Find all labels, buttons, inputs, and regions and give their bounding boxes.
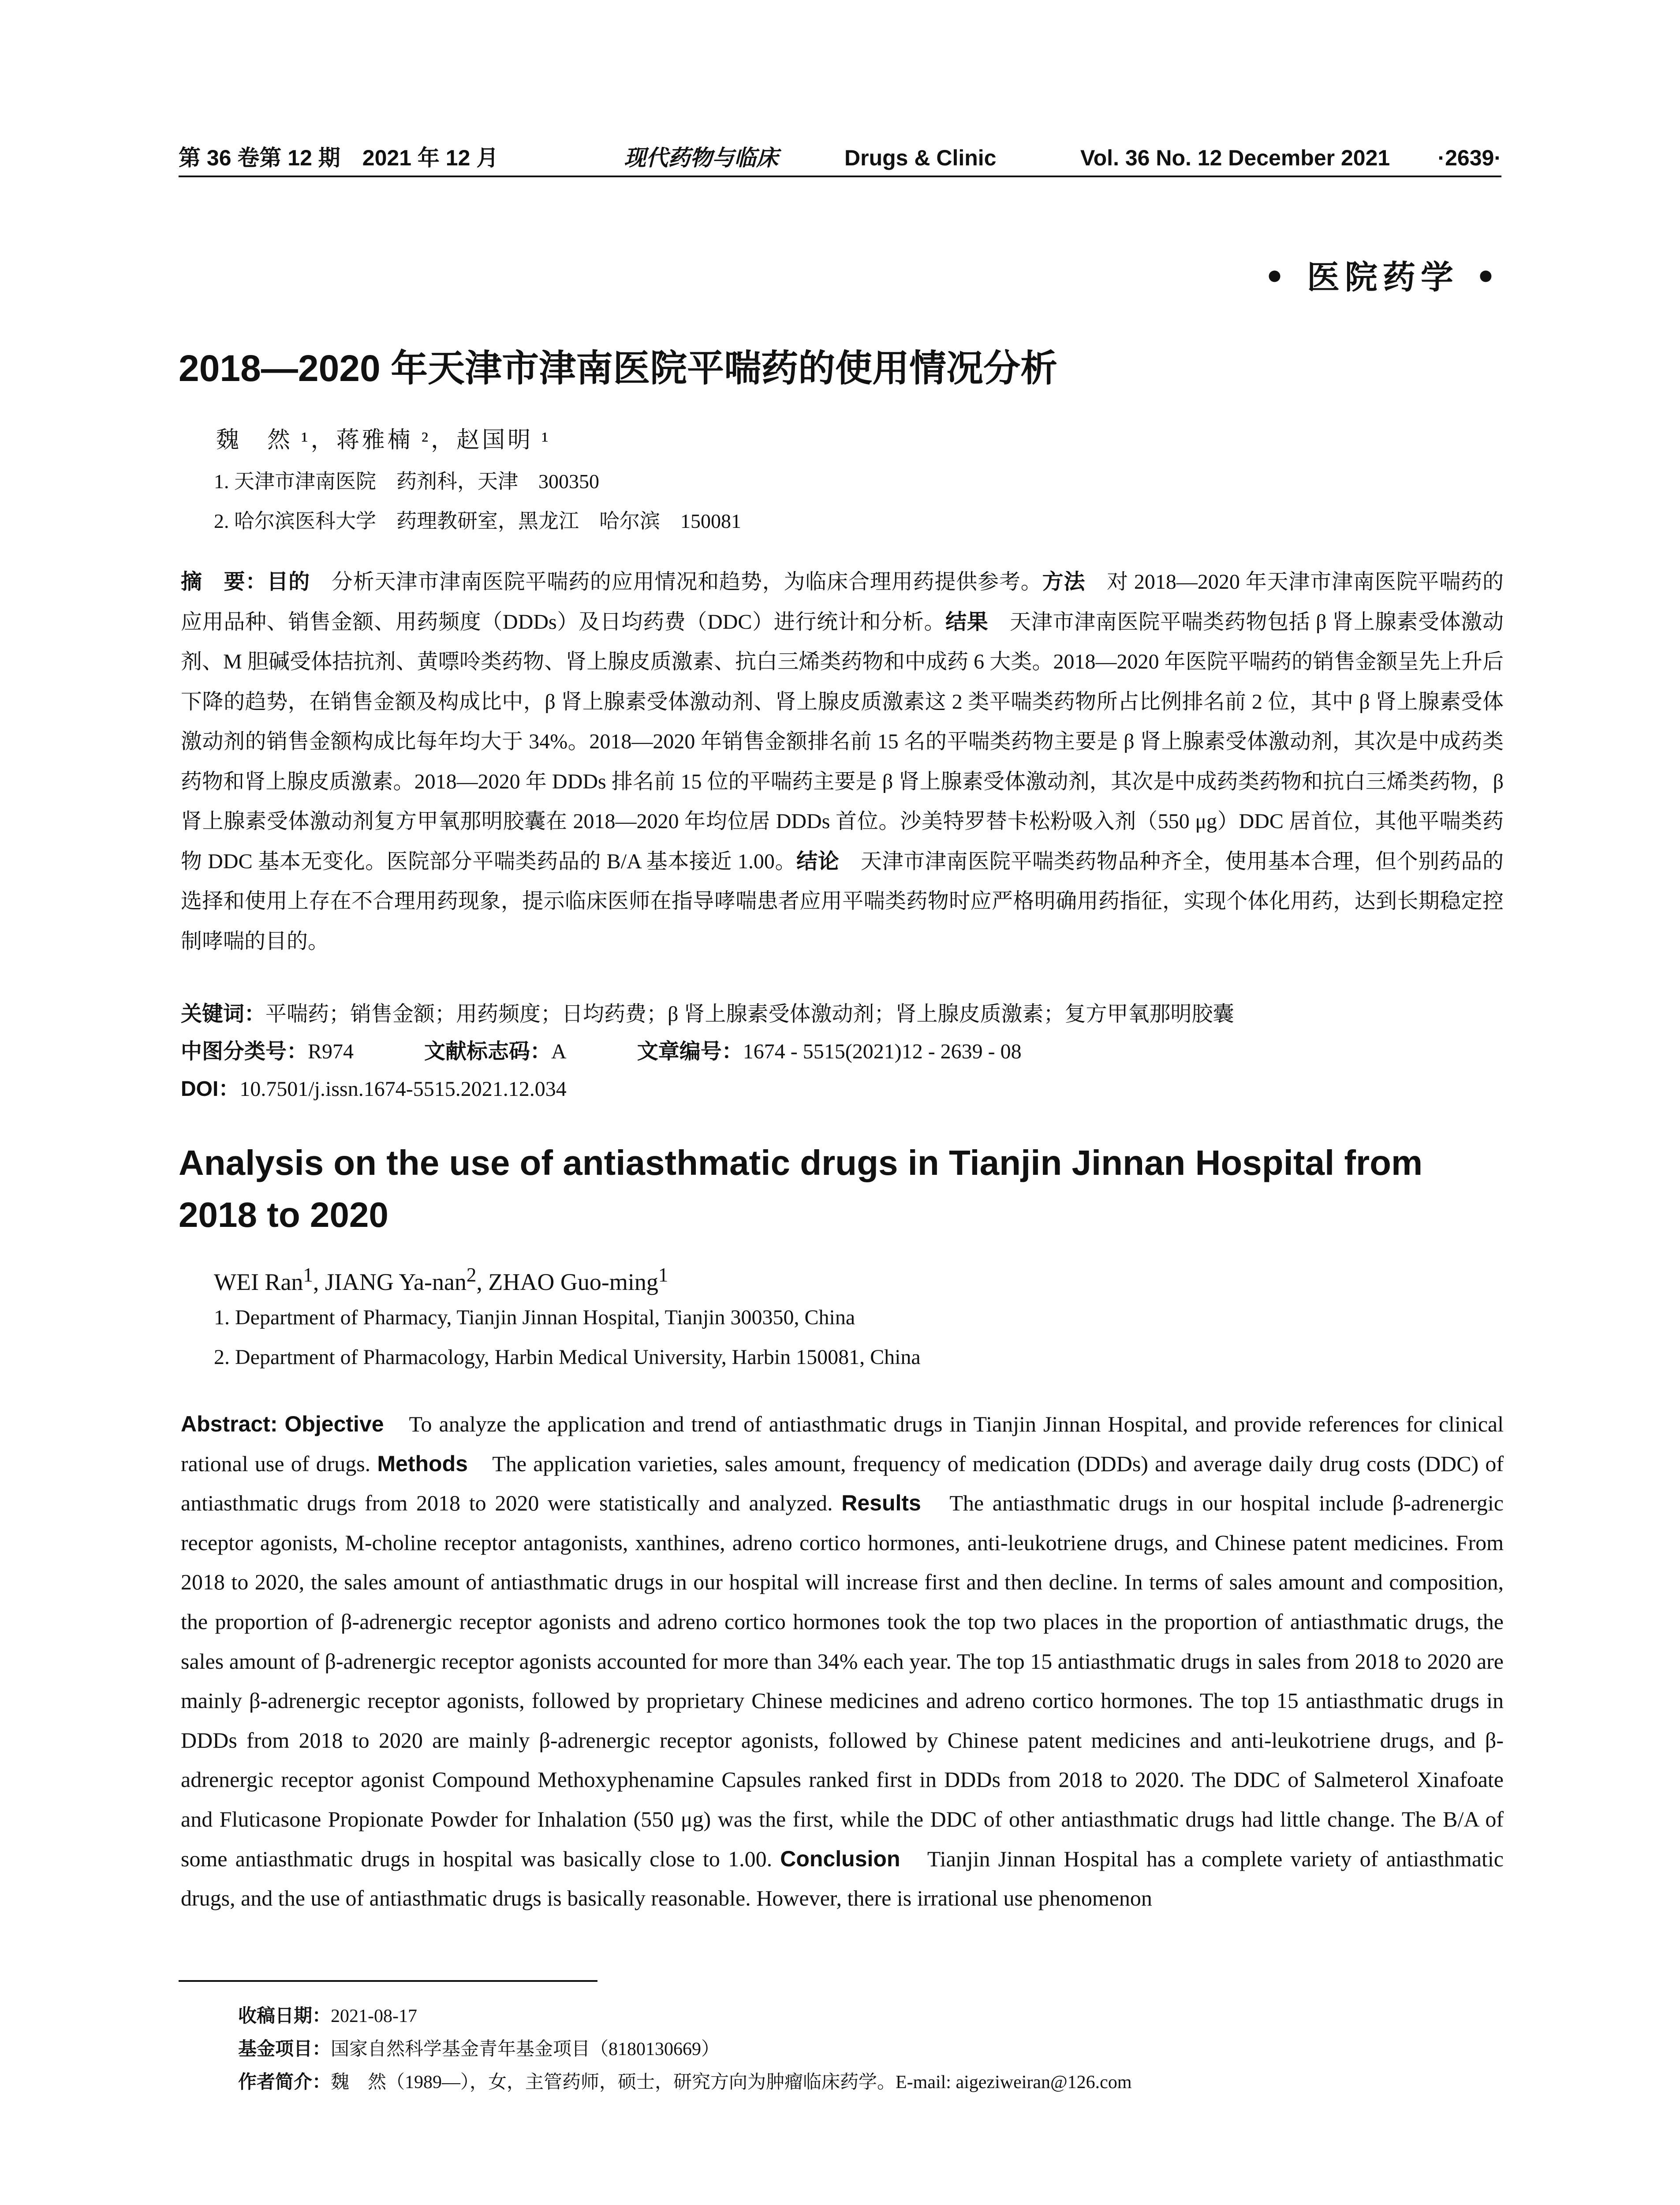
received-label: 收稿日期：: [238, 2005, 331, 2026]
results-label-zh: 结果: [945, 610, 989, 634]
author-bio-label: 作者简介：: [238, 2071, 331, 2092]
keywords-text: 平喘药；销售金额；用药频度；日均药费；β 肾上腺素受体激动剂；肾上腺皮质激素；复方甲氧那明胶囊: [265, 1002, 1234, 1026]
abstract-en: [181, 1405, 1504, 1918]
objective-label-en: Objective: [284, 1412, 384, 1436]
fund-label: 基金项目：: [238, 2038, 331, 2059]
running-header: [179, 140, 1501, 177]
header-volume-en: Vol. 36 No. 12 December 2021: [1080, 146, 1390, 170]
author-bio-text: 魏 然（1989—），女，主管药师，硕士，研究方向为肿瘤临床药学。E-mail: aigeziweiran@126.com: [331, 2072, 1132, 2093]
authors-zh: 魏 然 ¹，蒋雅楠 ²，赵国明 ¹: [216, 428, 551, 453]
clc-value: R974: [308, 1040, 354, 1063]
author-en-1-affil: 1: [303, 1264, 313, 1286]
doi-label: DOI：: [181, 1077, 240, 1101]
header-journal-zh: 现代药物与临床: [624, 145, 778, 171]
doc-code-label: 文献标志码：: [424, 1040, 552, 1063]
abstract-zh: [181, 562, 1504, 961]
classification-line: [181, 1034, 1022, 1065]
affiliation-en-2: 2. Department of Pharmacology, Harbin Medical University, Harbin 150081, China: [214, 1345, 921, 1369]
doi-value[interactable]: 10.7501/j.issn.1674-5515.2021.12.034: [239, 1077, 567, 1101]
author-en-2: JIANG Ya-nan: [325, 1269, 467, 1295]
fund-text: 国家自然科学基金青年基金项目（8180130669）: [331, 2039, 720, 2059]
doi-line: [181, 1072, 567, 1102]
author-en-3: ZHAO Guo-ming: [488, 1269, 658, 1295]
title-en: Analysis on the use of antiasthmatic drugs in Tianjin Jinnan Hospital from 2018 to 2020: [179, 1143, 1423, 1234]
article-no-value: 1674 - 5515(2021)12 - 2639 - 08: [743, 1040, 1022, 1063]
authors-en: WEI Ran$^1$, JIANG Ya-nan$^2$, ZHAO Guo-ming$^1$: [214, 1264, 668, 1295]
keywords: [181, 997, 1234, 1027]
methods-text-zh: 对 2018—2020 年天津市津南医院平喘药的应用品种、销售金额、用药频度（DDDs）及日均药费（DDC）进行统计和分析。: [181, 570, 1504, 634]
abstract-zh-label: 摘 要：: [181, 570, 267, 594]
author-en-2-affil: 2: [466, 1264, 477, 1286]
header-page-number: ·2639·: [1437, 146, 1501, 170]
results-text-en: The antiasthmatic drugs in our hospital include β-adrenergic receptor agonists, M-choline receptor antagonists, xanthines, adreno cortico hormones, anti-leukotriene drugs, and Chinese patent medicines. From 2018 to 2020, the sales amount of antiasthmatic drugs in our hospital will increase first and then decline. In terms of sales amount and composition, the proportion of β-adrenergic receptor agonists and adreno cortico hormones took the top two places in the proportion of antiasthmatic drugs, the sales amount of β-adrenergic receptor agonists accounted for more than 34% each year. The top 15 antiasthmatic drugs in sales from 2018 to 2020 are mainly β-adrenergic receptor agonists, followed by proprietary Chinese medicines and adreno cortico hormones. The top 15 antiasthmatic drugs in DDDs from 2018 to 2020 are mainly β-adrenergic receptor agonists, followed by Chinese patent medicines and anti-leukotriene drugs, and β-adrenergic receptor agonist Compound Methoxyphenamine Capsules ranked first in DDDs from 2018 to 2020. The DDC of Salmeterol Xinafoate and Fluticasone Propionate Powder for Inhalation (550 μg) was the first, while the DDC of other antiasthmatic drugs had little change. The B/A of some antiasthmatic drugs in hospital was basically close to 1.00.: [181, 1491, 1504, 1871]
results-label-en: Results: [841, 1491, 921, 1516]
conclusion-label-en: Conclusion: [780, 1846, 900, 1871]
conclusion-text-zh: 天津市津南医院平喘类药物品种齐全，使用基本合理，但个别药品的选择和使用上存在不合理用药现象，提示临床医师在指导哮喘患者应用平喘类药物时应严格明确用药指征，实现个体化用药，达到长期稳定控制哮喘的目的。: [181, 849, 1504, 953]
methods-text-en: The application varieties, sales amount, frequency of medication (DDDs) and average daily drug costs (DDC) of antiasthmatic drugs from 2018 to 2020 were statistically and analyzed.: [181, 1451, 1504, 1516]
abstract-en-label: Abstract:: [181, 1412, 278, 1436]
objective-label-zh: 目的: [267, 570, 310, 594]
footnote-divider: [179, 1980, 597, 1982]
author-en-1: WEI Ran: [214, 1269, 303, 1295]
footnote-fund: [238, 2034, 720, 2061]
methods-label-en: Methods: [377, 1451, 468, 1476]
affiliation-en-1: 1. Department of Pharmacy, Tianjin Jinnan Hospital, Tianjin 300350, China: [214, 1306, 855, 1329]
affiliation-zh-2: 2. 哈尔滨医科大学 药理教研室，黑龙江 哈尔滨 150081: [214, 510, 741, 532]
results-text-zh: 天津市津南医院平喘类药物包括 β 肾上腺素受体激动剂、M 胆碱受体拮抗剂、黄嘌呤类药物、肾上腺皮质激素、抗白三烯类药物和中成药 6 大类。2018—2020 年医院平喘药的销售金额呈先上升后下降的趋势，在销售金额及构成比中，β 肾上腺素受体激动剂、肾上腺皮质激素这 2 类平喘类药物所占比例排名前 2 位，其中 β 肾上腺素受体激动剂的销售金额构成比每年均大于 34%。2018—2020 年销售金额排名前 15 名的平喘类药物主要是 β 肾上腺素受体激动剂，其次是中成药类药物和肾上腺皮质激素。2018—2020 年 DDDs 排名前 15 位的平喘药主要是 β 肾上腺素受体激动剂，其次是中成药类药物和抗白三烯类药物，β 肾上腺素受体激动剂复方甲氧那明胶囊在 2018—2020 年均位居 DDDs 首位。沙美特罗替卡松粉吸入剂（550 μg）DDC 居首位，其他平喘类药物 DDC 基本无变化。医院部分平喘类药品的 B/A 基本接近 1.00。: [181, 610, 1504, 873]
header-journal-en: Drugs & Clinic: [844, 146, 997, 170]
header-volume-zh: 第 36 卷第 12 期 2021 年 12 月: [179, 146, 499, 170]
conclusion-text-en: Tianjin Jinnan Hospital has a complete variety of antiasthmatic drugs, and the use of antiasthmatic drugs is basically reasonable. However, there is irrational use phenomenon: [181, 1846, 1504, 1911]
received-date: 2021-08-17: [331, 2006, 417, 2026]
author-en-3-affil: 1: [658, 1264, 668, 1286]
objective-text-zh: 分析天津市津南医院平喘药的应用情况和趋势，为临床合理用药提供参考。: [310, 570, 1042, 594]
article-no-label: 文章编号：: [637, 1040, 743, 1063]
conclusion-label-zh: 结论: [796, 849, 840, 873]
doc-code-value: A: [551, 1040, 567, 1063]
methods-label-zh: 方法: [1042, 570, 1086, 594]
objective-text-en: To analyze the application and trend of antiasthmatic drugs in Tianjin Jinnan Hospital, and provide references for clinical rational use of drugs.: [181, 1412, 1504, 1476]
footnote-author: [238, 2067, 1132, 2094]
footnote-received: [238, 2001, 417, 2028]
keywords-label: 关键词：: [181, 1002, 266, 1026]
title-zh: 2018—2020 年天津市津南医院平喘药的使用情况分析: [179, 348, 1058, 389]
column-tag: • 医院药学 •: [1264, 258, 1501, 296]
clc-label: 中图分类号：: [181, 1040, 308, 1063]
affiliation-zh-1: 1. 天津市津南医院 药剂科，天津 300350: [214, 470, 599, 493]
